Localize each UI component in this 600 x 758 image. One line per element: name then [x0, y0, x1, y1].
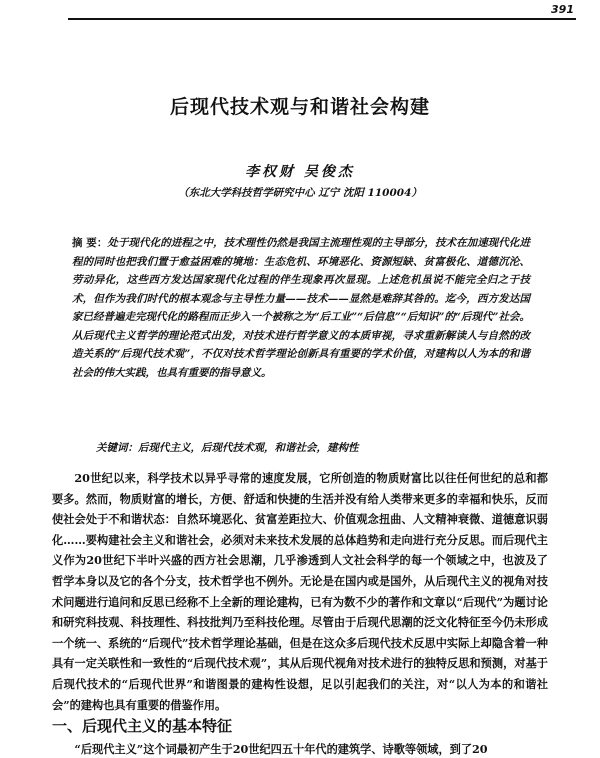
article-title: 后现代技术观与和谐社会构建: [169, 96, 430, 118]
abstract-text: 处于现代化的进程之中，技术理性仍然是我国主流理性观的主导部分，技术在加速现代化进程的同时也把我们置于愈益困难的境地：生态危机、环境恶化、资源短缺、贫富极化、道德沉沦、劳动异化，这些西方发达国家现代化过程的伴生现象再次显现。上述危机虽说不能完全归之于技术，但作为我们时代的根本观念与主导性力量——技术——显然是难辞其咎的。迄今，西方发达国家已经普遍走完现代化的路程而正步入一个被称之为“后工业”“后信息”“后知识”的“后现代”社会。从后现代主义哲学的理论范式出发，对技术进行哲学意义的本质审视，寻求重新解读人与自然的改造关系的“后现代技术观”，不仅对技术哲学理论创新具有重要的学术价值，对建构以人为本的和谐社会的伟大实践，也具有重要的指导意义。: [72, 237, 530, 379]
header-rule: [68, 18, 576, 20]
author-affiliation: （东北大学科技哲学研究中心 辽宁 沈阳 110004）: [178, 187, 422, 199]
section-heading: 一、后现代主义的基本特征: [52, 717, 233, 735]
author-names: 李权财 吴俊杰: [245, 164, 355, 180]
keywords: [96, 440, 536, 455]
section-first-line: “后现代主义”这个词最初产生于20世纪四五十年代的建筑学、诗歌等领域，到了20: [74, 742, 488, 756]
keywords-label: 关键词：: [96, 442, 138, 454]
intro-paragraph: 20世纪以来，科学技术以异乎寻常的速度发展，它所创造的物质财富比以往任何世纪的总和都要多。然而，物质财富的增长，方便、舒适和快捷的生活并没有给人类带来更多的幸福和快乐，反而使社会处于不和谐状态：自然环境恶化、贫富差距拉大、价值观念扭曲、人文精神衰微、道德意识弱化……要构建社会主义和谐社会，必须对未来技术发展的总体趋势和走向进行充分反思。而后现代主义作为20世纪下半叶兴盛的西方社会思潮，几乎渗透到人文社会科学的每一个领域之中，也波及了哲学本身以及它的各个分支，技术哲学也不例外。无论是在国内或是国外，从后现代主义的视角对技术问题进行追问和反思已经称不上全新的理论建构，已有为数不少的著作和文章以“后现代”为题讨论和研究科技观、科技理性、科技批判乃至科技伦理。尽管由于后现代思潮的泛文化特征至今仍未形成一个统一、系统的“后现代”技术哲学理论基础，但是在这众多后现代技术反思中实际上却隐含着一种具有一定关联性和一致性的“后现代技术观”，其从后现代视角对技术进行的独特反思和预测，对基于后现代技术的“后现代世界”和谐图景的建构性设想，足以引起我们的关注，对“以人为本的和谐社会”的建构也具有重要的借鉴作用。: [52, 471, 548, 712]
abstract-label: 摘 要：: [72, 237, 108, 249]
page-number: 391: [551, 3, 574, 16]
keywords-text: 后现代主义，后现代技术观，和谐社会，建构性: [138, 442, 359, 454]
abstract: [72, 234, 530, 382]
